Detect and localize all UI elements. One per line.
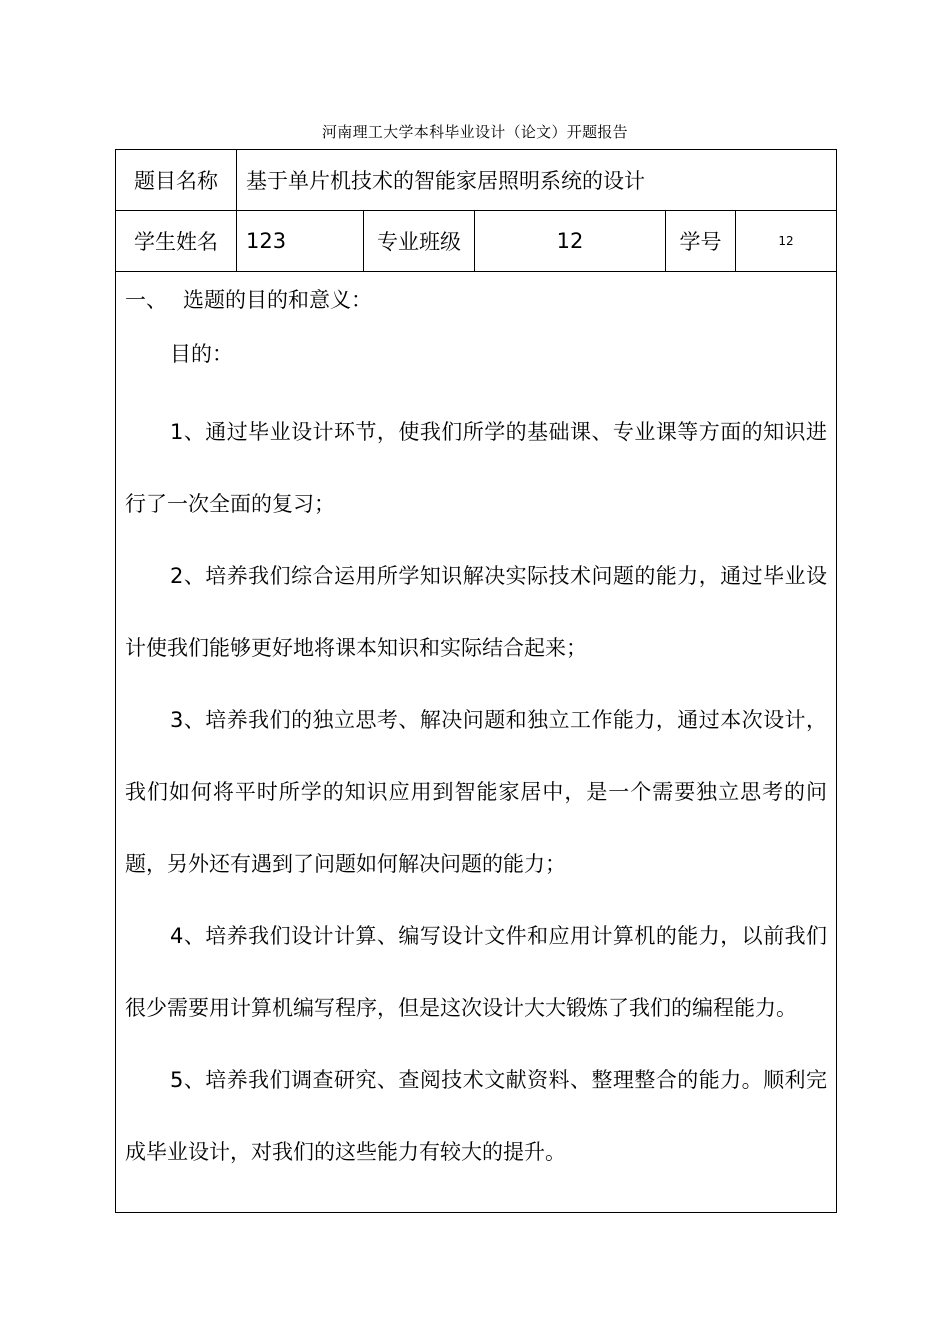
paragraph-2: 2、培养我们综合运用所学知识解决实际技术问题的能力，通过毕业设计使我们能够更好地将课本知识和实际结合起来； [125,564,828,660]
student-id-value: 12 [736,211,837,272]
class-label: 专业班级 [364,211,475,272]
content-row [116,272,837,1213]
report-table [115,149,837,1213]
class-value: 12 [475,211,666,272]
student-row [116,211,837,272]
paragraph-1: 1、通过毕业设计环节，使我们所学的基础课、专业课等方面的知识进行了一次全面的复习； [125,420,828,516]
student-name-value: 123 [237,211,364,272]
topic-value: 基于单片机技术的智能家居照明系统的设计 [237,150,837,211]
section-heading [125,284,836,324]
document-title: 河南理工大学本科毕业设计（论文）开题报告 [321,123,628,141]
paragraph-5: 5、培养我们调查研究、查阅技术文献资料、整理整合的能力。顺利完成毕业设计，对我们的这些能力有较大的提升。 [125,1068,828,1164]
topic-label: 题目名称 [116,150,237,211]
section-title: 选题的目的和意义： [183,288,372,312]
student-name-label: 学生姓名 [116,211,237,272]
goal-label: 目的： [170,342,233,366]
topic-row [116,150,837,211]
paragraph-3: 3、培养我们的独立思考、解决问题和独立工作能力，通过本次设计，我们如何将平时所学的知识应用到智能家居中，是一个需要独立思考的问题，另外还有遇到了问题如何解决问题的能力； [125,708,828,876]
paragraph-4: 4、培养我们设计计算、编写设计文件和应用计算机的能力，以前我们很少需要用计算机编写程序，但是这次设计大大锻炼了我们的编程能力。 [125,924,828,1020]
section-index: 一、 [125,288,167,312]
content-cell [116,272,837,1213]
student-id-label: 学号 [666,211,736,272]
